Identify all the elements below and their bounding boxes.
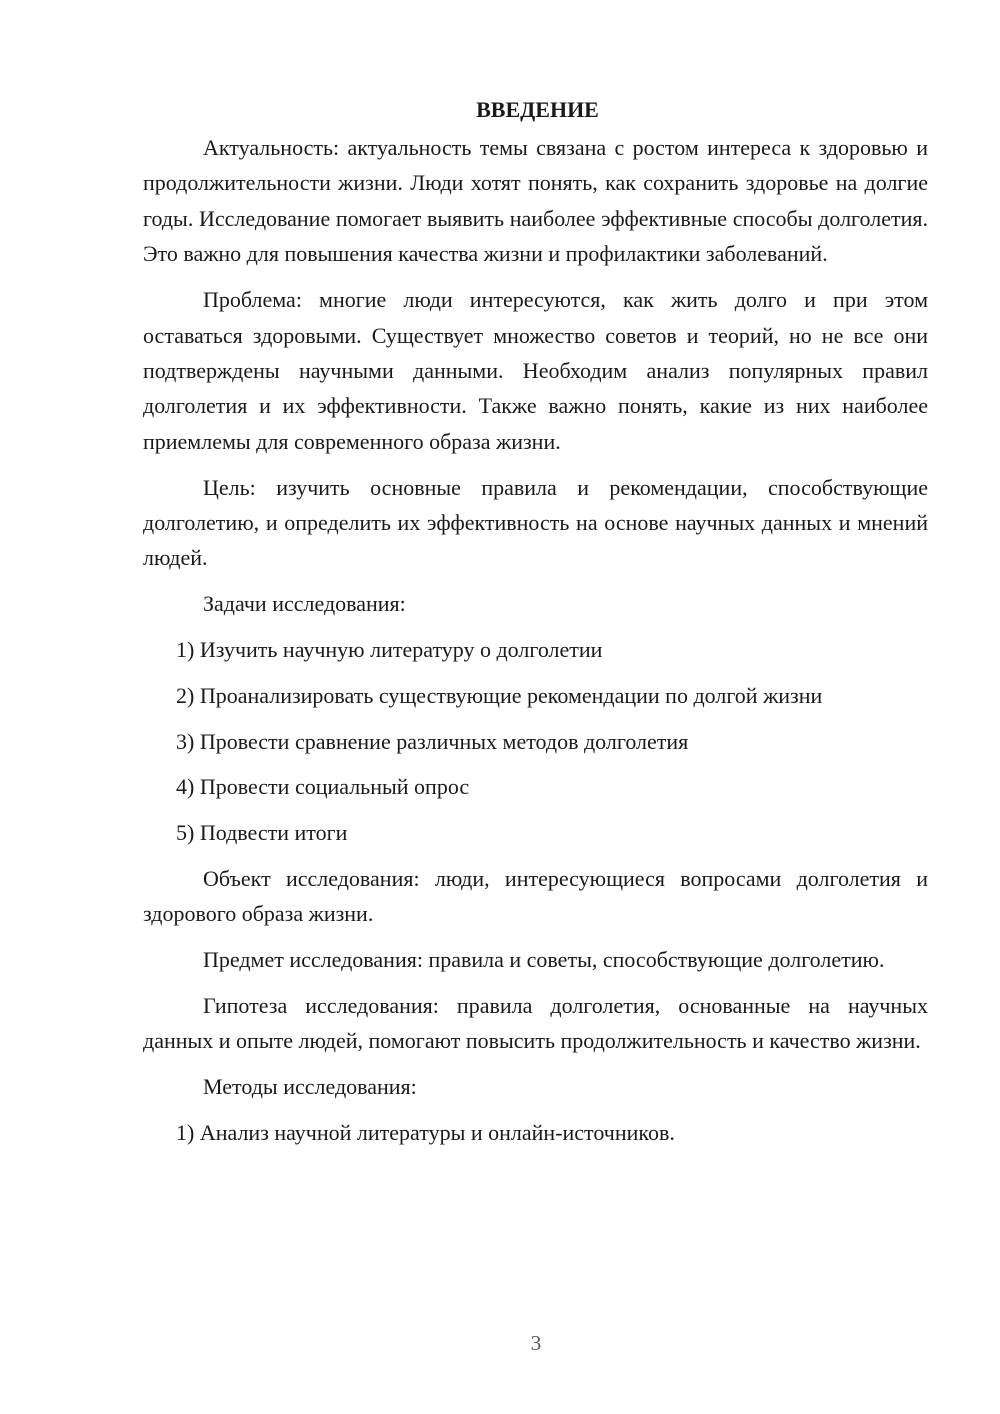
subject-paragraph: Предмет исследования: правила и советы, способствующие долголетию. [203, 947, 885, 973]
task-item: 1) Изучить научную литературу о долголетии [176, 637, 603, 663]
hypothesis-paragraph: Гипотеза исследования: правила долголетия, основанные на научных данных и опыте людей, помогают повысить продолжительность и качество жизни. [143, 993, 928, 1054]
page-title: ВВЕДЕНИЕ [476, 97, 599, 122]
method-item: 1) Анализ научной литературы и онлайн-источников. [176, 1120, 675, 1146]
relevance-paragraph: Актуальность: актуальность темы связана с ростом интереса к здоровью и продолжительности жизни. Люди хотят понять, как сохранить здоровье на долгие годы. Исследование помогает выявить наиболее эффективные способы долголетия. Это важно для повышения качества жизни и профилактики заболеваний. [143, 135, 928, 267]
task-item: 4) Провести социальный опрос [176, 774, 470, 800]
object-paragraph: Объект исследования: люди, интересующиеся вопросами долголетия и здорового образа жизни. [143, 865, 928, 927]
methods-heading: Методы исследования: [203, 1074, 417, 1100]
document-page [143, 92, 928, 1161]
task-item: 2) Проанализировать существующие рекомендации по долгой жизни [176, 682, 823, 708]
tasks-heading: Задачи исследования: [203, 591, 406, 617]
page-number: 3 [530, 1331, 542, 1355]
problem-paragraph: Проблема: многие люди интересуются, как жить долго и при этом оставаться здоровыми. Существует множество советов и теорий, но не все они подтверждены научными данными. Необходим анализ популярных правил долголетия и их эффективности. Также важно понять, какие из них наиболее приемлемы для современного образа жизни. [143, 287, 928, 454]
task-item: 5) Подвести итоги [176, 820, 348, 846]
task-item: 3) Провести сравнение различных методов долголетия [176, 728, 689, 754]
goal-paragraph: Цель: изучить основные правила и рекомендации, способствующие долголетию, и определить их эффективность на основе научных данных и мнений людей. [143, 474, 928, 571]
